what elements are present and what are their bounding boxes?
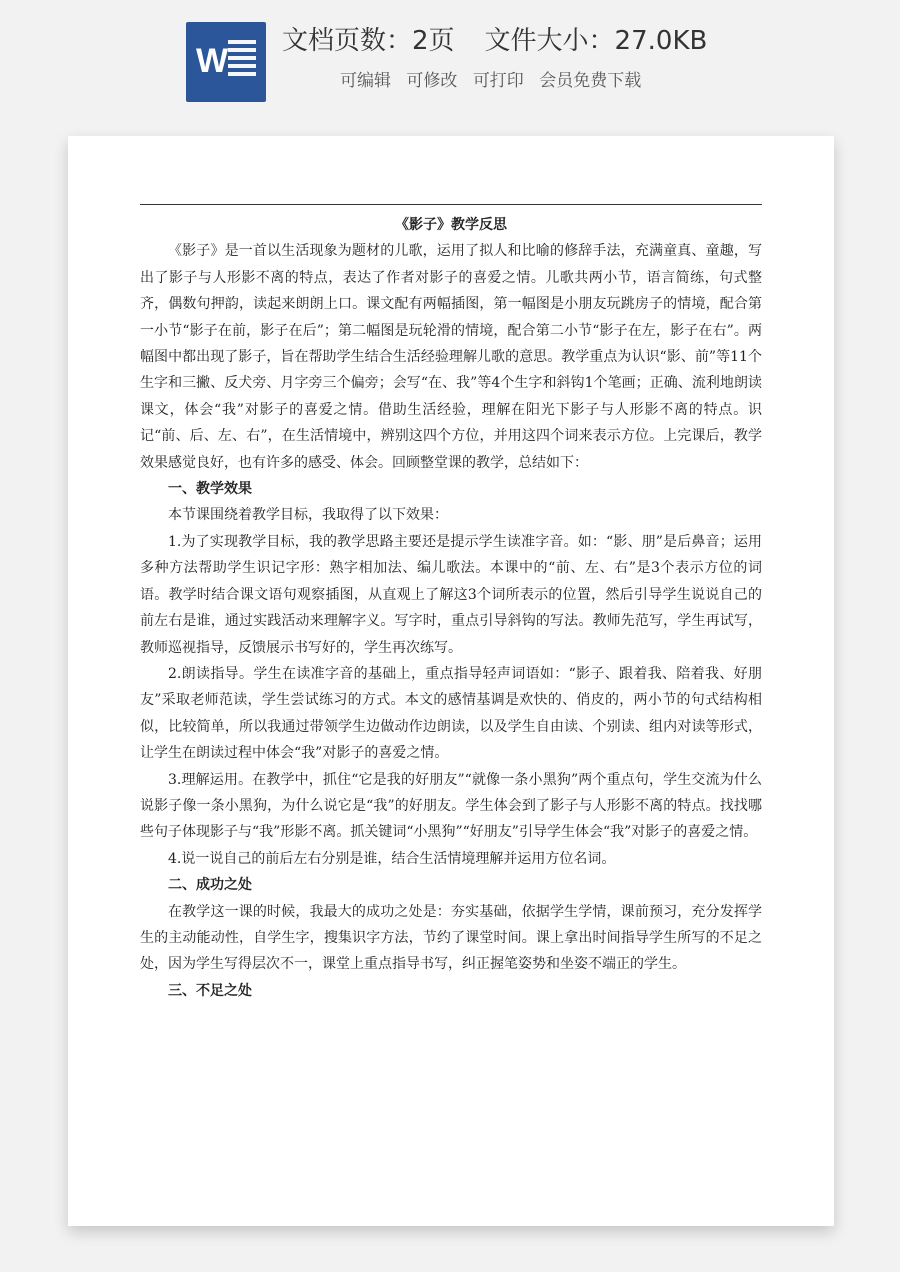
effect-item-4: 4.说一说自己的前后左右分别是谁，结合生活情境理解并运用方位名词。 — [168, 850, 616, 867]
word-icon-lines — [228, 40, 256, 80]
feature-editable: 可编辑 — [340, 71, 391, 91]
feature-member-download: 会员免费下载 — [539, 71, 642, 91]
file-meta — [282, 20, 707, 57]
effect-item-3: 3.理解运用。在教学中，抓住“它是我的好朋友”“就像一条小黑狗”两个重点句，学生交流为什么说影子像一条小黑狗，为什么说它是“我”的好朋友。学生体会到了影子与人形影不离的特点。找找哪些句子体现影子与“我”形影不离。抓关键词“小黑狗”“好朋友”引导学生体会“我”对影子的喜爱之情。 — [140, 771, 762, 841]
section-heading-effects: 一、教学效果 — [168, 481, 252, 498]
document-title: 《影子》教学反思 — [395, 217, 507, 233]
effect-item-2: 2.朗读指导。学生在读准字音的基础上，重点指导轻声词语如：“影子、跟着我、陪着我、好朋友”采取老师范读，学生尝试练习的方式。本文的感情基调是欢快的、俏皮的，两小节的句式结构相似，比较简单，所以我通过带领学生边做动作边朗读，以及学生自由读、个别读、组内对读等形式，让学生在朗读过程中体会“我”对影子的喜爱之情。 — [140, 665, 762, 762]
success-paragraph: 在教学这一课的时候，我最大的成功之处是：夯实基础，依据学生学情，课前预习，充分发挥学生的主动能动性，自学生字，搜集识字方法，节约了课堂时间。课上拿出时间指导学生所写的不足之处，因为学生写得层次不一，课堂上重点指导书写，纠正握笔姿势和坐姿不端正的学生。 — [140, 903, 762, 973]
header-rule — [140, 204, 762, 205]
word-document-icon — [186, 22, 266, 102]
download-header — [0, 0, 900, 120]
effect-item-1: 1.为了实现教学目标，我的教学思路主要还是提示学生读准字音。如：“影、朋”是后鼻音；运用多种方法帮助学生识记字形：熟字相加法、编儿歌法。本课中的“前、左、右”是3个表示方位的词语。教学时结合课文语句观察插图，从直观上了解这3个词所表示的位置，然后引导学生说说自己的前左右是谁，通过实践活动来理解字义。写字时，重点引导斜钩的写法。教师先范写，学生再试写，教师巡视指导，反馈展示书写好的，学生再次练写。 — [140, 533, 762, 656]
section-heading-success: 二、成功之处 — [168, 877, 252, 894]
feature-modifiable: 可修改 — [406, 71, 458, 91]
document-body — [140, 212, 762, 1004]
feature-list — [340, 66, 651, 91]
section-heading-shortcomings: 三、不足之处 — [168, 982, 252, 999]
intro-paragraph: 《影子》是一首以生活现象为题材的儿歌，运用了拟人和比喻的修辞手法，充满童真、童趣，写出了影子与人形影不离的特点，表达了作者对影子的喜爱之情。儿歌共两小节，语言简练，句式整齐，偶数句押韵，读起来朗朗上口。课文配有两幅插图，第一幅图是小朋友玩跳房子的情境，配合第一小节“影子在前，影子在后”；第二幅图是玩轮滑的情境，配合第二小节“影子在左，影子在右”。两幅图中都出现了影子，旨在帮助学生结合生活经验理解儿歌的意思。教学重点为认识“影、前”等11个生字和三撇、反犬旁、月字旁三个偏旁；会写“在、我”等4个生字和斜钩1个笔画；正确、流利地朗读课文，体会“我”对影子的喜爱之情。借助生活经验，理解在阳光下影子与人形影不离的特点。识记“前、后、左、右”，在生活情境中，辨别这四个方位，并用这四个词来表示方位。上完课后，教学效果感觉良好，也有许多的感受、体会。回顾整堂课的教学，总结如下： — [140, 243, 762, 471]
feature-printable: 可打印 — [472, 71, 524, 91]
page-count: 文档页数：2页 — [282, 26, 455, 56]
document-page — [68, 136, 834, 1226]
file-size: 文件大小：27.0KB — [484, 26, 708, 56]
section-lead: 本节课围绕着教学目标，我取得了以下效果： — [168, 507, 448, 524]
word-icon-letter: W — [196, 42, 229, 80]
